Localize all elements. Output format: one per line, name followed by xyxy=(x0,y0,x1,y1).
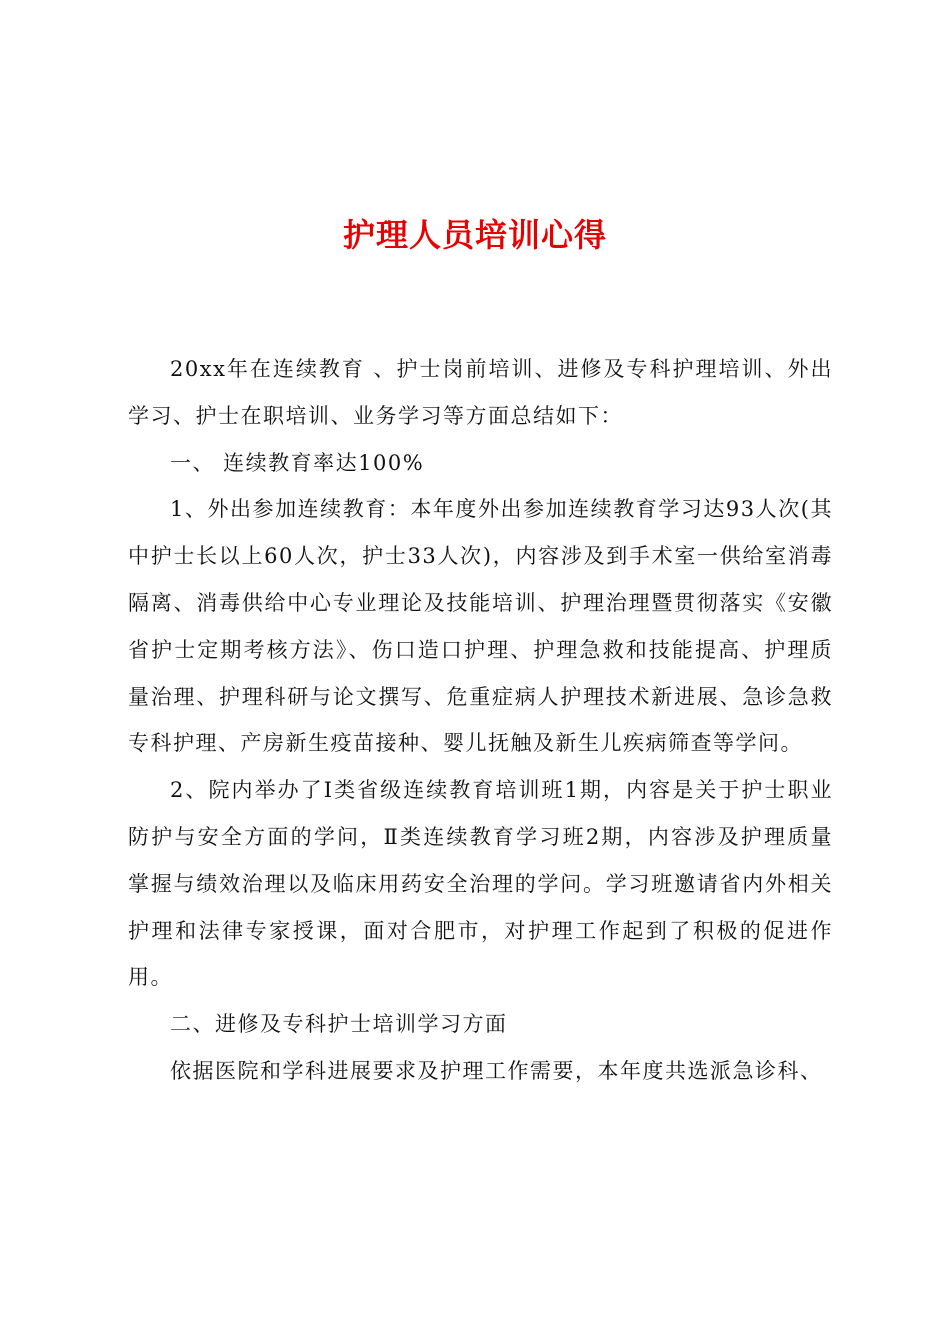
body-paragraph: 2、院内举办了Ⅰ类省级连续教育培训班1期，内容是关于护士职业防护与安全方面的学问，Ⅱ类连续教育学习班2期，内容涉及护理质量掌握与绩效治理以及临床用药安全治理的学问。学习班邀请省内外相关护理和法律专家授课，面对合肥市，对护理工作起到了积极的促进作用。 xyxy=(128,778,833,990)
document-title: 护理人员培训心得 xyxy=(342,216,607,254)
section-heading-2: 二、进修及专科护士培训学习方面 xyxy=(170,1012,508,1037)
intro-paragraph: 20xx年在连续教育 、护士岗前培训、进修及专科护理培训、外出学习、护士在职培训、业务学习等方面总结如下： xyxy=(128,357,833,428)
section-heading-1: 一、 连续教育率达100% xyxy=(170,450,425,475)
body-paragraph: 依据医院和学科进展要求及护理工作需要，本年度共选派急诊科、 xyxy=(170,1058,823,1083)
body-paragraph: 1、外出参加连续教育：本年度外出参加连续教育学习达93人次(其中护士长以上60人次，护士33人次)，内容涉及到手术室一供给室消毒隔离、消毒供给中心专业理论及技能培训、护理治理暨贯彻落实《安徽省护士定期考核方法》、伤口造口护理、护理急救和技能提高、护理质量治理、护理科研与论文撰写、危重症病人护理技术新进展、急诊急救专科护理、产房新生疫苗接种、婴儿抚触及新生儿疾病筛查等学问。 xyxy=(128,497,833,756)
document-body xyxy=(128,346,833,1095)
